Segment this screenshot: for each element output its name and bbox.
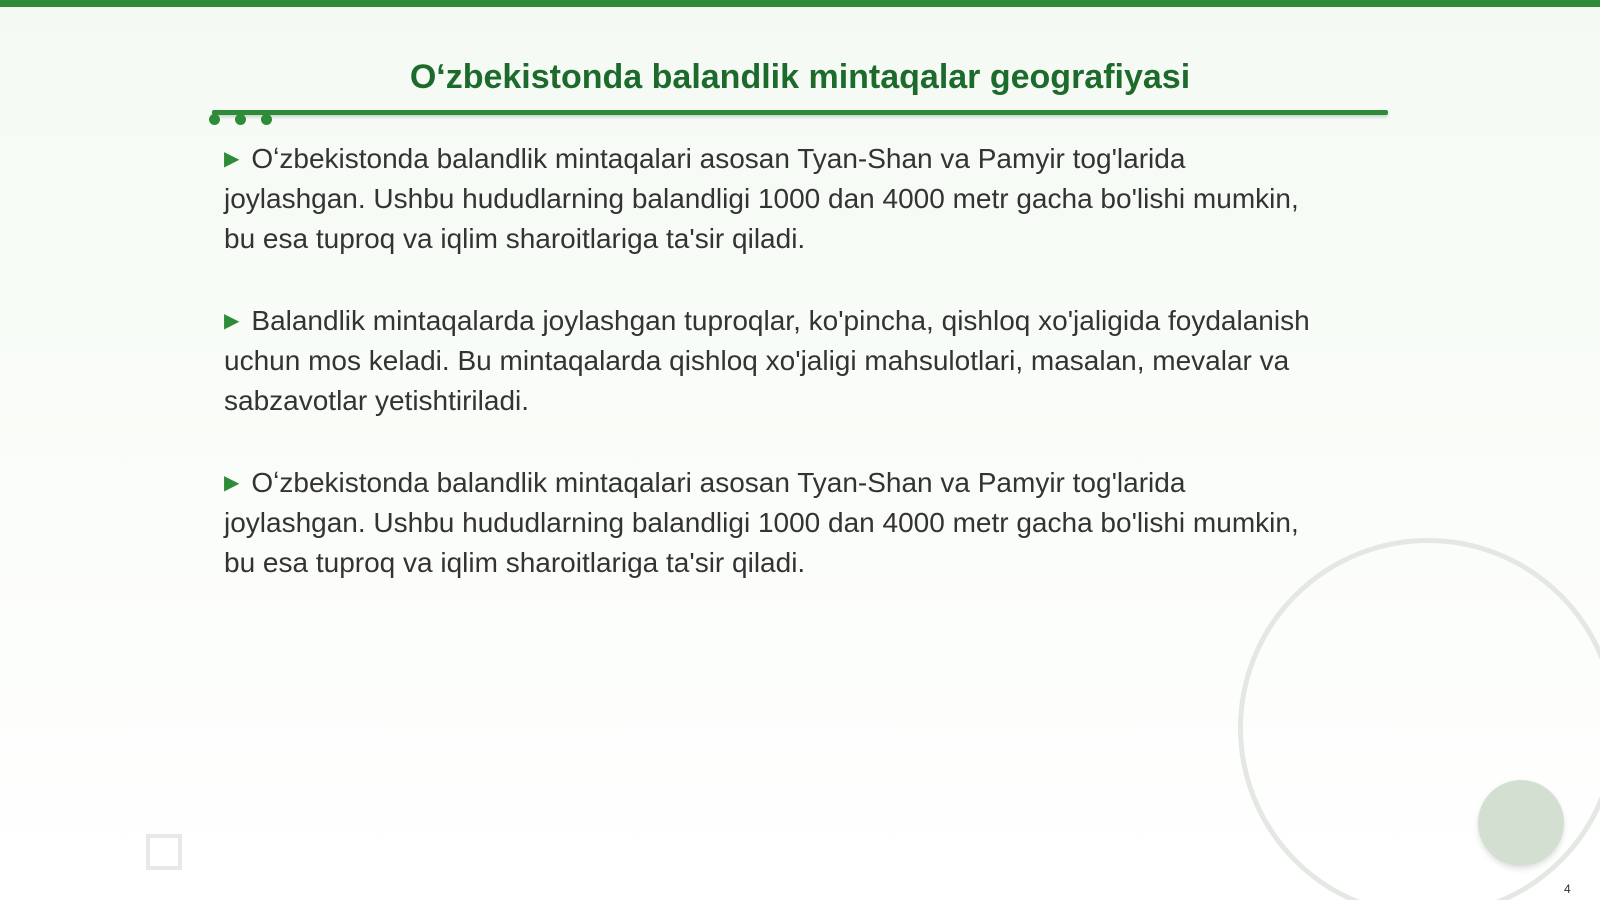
triangle-bullet-icon: ▶	[224, 472, 240, 494]
bullet-item	[224, 139, 1324, 259]
title-underline	[212, 110, 1388, 115]
bullet-item	[224, 301, 1324, 421]
decorative-circle	[1478, 780, 1564, 866]
decorative-square	[146, 834, 182, 870]
decorative-dot-3	[261, 114, 272, 125]
bullet-text: Oʻzbekistonda balandlik mintaqalari asosan Tyan-Shan va Pamyir tog'larida joylashgan. Ushbu hududlarning balandligi 1000 dan 4000 metr gacha bo'lishi mumkin, bu esa tuproq va iqlim sharoitlariga ta'sir qiladi.	[224, 143, 1299, 254]
bullet-text: Balandlik mintaqalarda joylashgan tuproqlar, ko'pincha, qishloq xo'jaligida foydalanish uchun mos keladi. Bu mintaqalarda qishloq xo'jaligi mahsulotlari, masalan, mevalar va sabzavotlar yetishtiriladi.	[224, 305, 1310, 416]
bullet-item	[224, 463, 1324, 583]
slide-title: Oʻzbekistonda balandlik mintaqalar geografiyasi	[409, 58, 1191, 96]
triangle-bullet-icon: ▶	[224, 310, 240, 332]
bullet-list	[224, 139, 1324, 625]
triangle-bullet-icon: ▶	[224, 148, 240, 170]
decorative-dot-1	[209, 114, 220, 125]
decorative-dot-2	[235, 114, 246, 125]
top-accent-bar	[0, 0, 1600, 7]
page-number: 4	[1564, 882, 1571, 896]
bullet-text: Oʻzbekistonda balandlik mintaqalari asosan Tyan-Shan va Pamyir tog'larida joylashgan. Ushbu hududlarning balandligi 1000 dan 4000 metr gacha bo'lishi mumkin, bu esa tuproq va iqlim sharoitlariga ta'sir qiladi.	[224, 467, 1299, 578]
